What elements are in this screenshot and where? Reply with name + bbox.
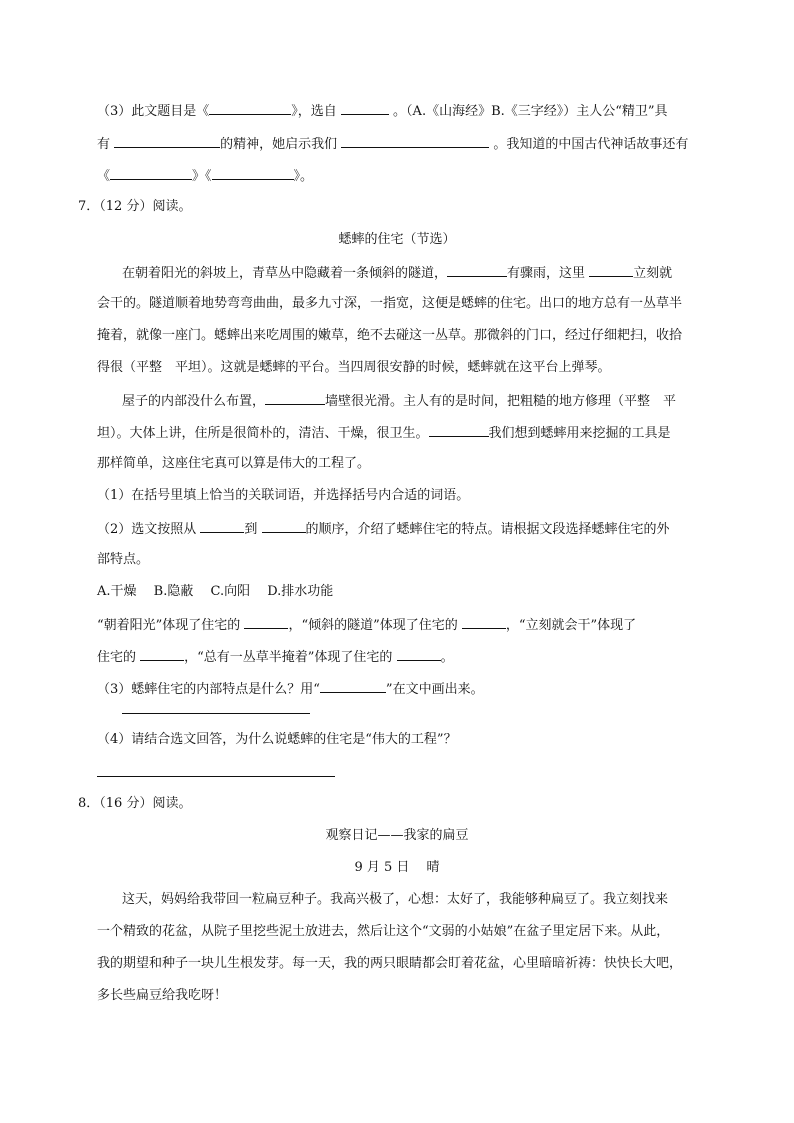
q8-header: 8．（16 分）阅读。 <box>78 796 192 811</box>
answer-blank[interactable] <box>212 165 294 180</box>
q6-text: 》《 <box>192 169 212 184</box>
answer-line[interactable] <box>97 776 335 777</box>
question-text: 的顺序，介绍了蟋蟀住宅的特点。请根据文段选择蟋蟀住宅的外 <box>305 522 670 537</box>
q6-text: 。我知道的中国古代神话故事还有 <box>489 137 689 152</box>
passage-text: 有骤雨，这里 <box>507 266 590 281</box>
question-text: ”在文中画出来。 <box>385 682 484 697</box>
answer-blank[interactable] <box>462 614 506 629</box>
passage-text: 屋子的内部没什么布置， <box>122 394 266 409</box>
question-text: ，“倾斜的隧道”体现了住宅的 <box>288 618 462 633</box>
answer-blank[interactable] <box>447 262 507 277</box>
q8-line1: 这天，妈妈给我带回一粒扁豆种子。我高兴极了，心想：太好了，我能够种扁豆了。我立刻找来 <box>122 892 669 907</box>
q6-text: 有 <box>97 137 115 152</box>
answer-blank[interactable] <box>110 165 192 180</box>
q8-line4: 多长些扁豆给我吃呀！ <box>97 988 228 1003</box>
q7-p2-line2 <box>97 422 671 444</box>
passage-text: 坦）。大体上讲，住所是很简朴的，清洁、干燥，很卫生。 <box>97 426 429 441</box>
q6-text: 的精神，她启示我们 <box>220 137 342 152</box>
q6-text: 。（A.《山海经》B.《三字经》）主人公“精卫”具 <box>388 104 668 119</box>
question-text: 住宅的 <box>97 650 141 665</box>
q7-sub2-line2: 部特点。 <box>97 552 150 567</box>
q8-diary-date: 9 月 5 日 晴 <box>354 860 440 875</box>
answer-blank[interactable] <box>244 614 288 629</box>
question-text: （3）蟋蟀住宅的内部特点是什么？用“ <box>97 682 320 697</box>
question-text: ，“立刻就会干”体现了 <box>505 618 637 633</box>
q7-sub4: （4）请结合选文回答，为什么说蟋蟀的住宅是“伟大的工程”？ <box>97 732 457 747</box>
q6-text: 》，选自 <box>291 104 341 119</box>
question-text: “朝着阳光”体现了住宅的 <box>97 618 245 633</box>
answer-blank[interactable] <box>209 100 291 115</box>
answer-blank[interactable] <box>397 646 441 661</box>
q6-text: （3）此文题目是《 <box>97 104 210 119</box>
answer-blank[interactable] <box>341 133 489 148</box>
q6-part3-line2 <box>97 133 688 155</box>
q7-fill-line2 <box>97 646 454 668</box>
answer-blank[interactable] <box>114 133 220 148</box>
underline-sample <box>320 678 386 693</box>
passage-text: 立刻就 <box>633 266 673 281</box>
question-text: 。 <box>440 650 454 665</box>
question-text: （2）选文按照从 <box>97 522 201 537</box>
q7-options: A.干燥 B.隐蔽 C.向阳 D.排水功能 <box>97 584 334 599</box>
q8-line2: 一个精致的花盆，从院子里挖些泥土放进去，然后让这个“文弱的小姑娘”在盆子里定居下来。从此， <box>97 924 670 939</box>
answer-line[interactable] <box>122 713 310 714</box>
q7-header: 7．（12 分）阅读。 <box>78 199 192 214</box>
answer-blank[interactable] <box>341 100 389 115</box>
answer-blank[interactable] <box>262 518 306 533</box>
passage-text: 墙壁很光滑。主人有的是时间，把粗糙的地方修理（平整 平 <box>325 394 677 409</box>
q7-p2-line1 <box>122 390 676 412</box>
question-text: 到 <box>244 522 262 537</box>
answer-blank[interactable] <box>265 390 325 405</box>
q7-p1-line2: 会干的。隧道顺着地势弯弯曲曲，最多九寸深，一指宽，这便是蟋蟀的住宅。出口的地方总有一丛草半 <box>97 296 683 311</box>
q7-sub1: （1）在括号里填上恰当的关联词语，并选择括号内合适的词语。 <box>97 488 470 503</box>
q6-text: 》。 <box>293 169 314 184</box>
passage-text: 我们想到蟋蟀用来挖掘的工具是 <box>488 426 671 441</box>
q7-fill-line1 <box>97 614 636 636</box>
q7-p1-line4: 得很（平整 平坦）。这就是蟋蟀的平台。当四周很安静的时候，蟋蟀就在这平台上弹琴。 <box>97 360 611 375</box>
answer-blank[interactable] <box>140 646 184 661</box>
q6-part3-line1 <box>97 100 668 122</box>
question-text: ，“总有一丛草半掩着”体现了住宅的 <box>184 650 397 665</box>
q7-sub3 <box>97 678 484 700</box>
answer-blank[interactable] <box>589 262 633 277</box>
q8-line3: 我的期望和种子一块儿生根发芽。每一天，我的两只眼睛都会盯着花盆，心里暗暗祈祷：快快长大吧， <box>97 956 683 971</box>
q7-p1-line3: 掩着，就像一座门。蟋蟀出来吃周围的嫩草，绝不去碰这一丛草。那微斜的门口，经过仔细耙扫，收拾 <box>97 328 683 343</box>
q7-p2-line3: 那样简单，这座住宅真可以算是伟大的工程了。 <box>97 456 371 471</box>
q6-text: 《 <box>97 169 111 184</box>
q6-part3-line3 <box>97 165 313 187</box>
q7-passage-title: 蟋蟀的住宅（节选） <box>338 232 456 247</box>
answer-blank[interactable] <box>429 422 489 437</box>
q7-sub2-line1 <box>97 518 670 540</box>
answer-blank[interactable] <box>200 518 244 533</box>
passage-text: 在朝着阳光的斜坡上，青草丛中隐藏着一条倾斜的隧道， <box>122 266 448 281</box>
q8-passage-title: 观察日记——我家的扁豆 <box>325 828 469 843</box>
q7-p1-line1 <box>122 262 672 284</box>
